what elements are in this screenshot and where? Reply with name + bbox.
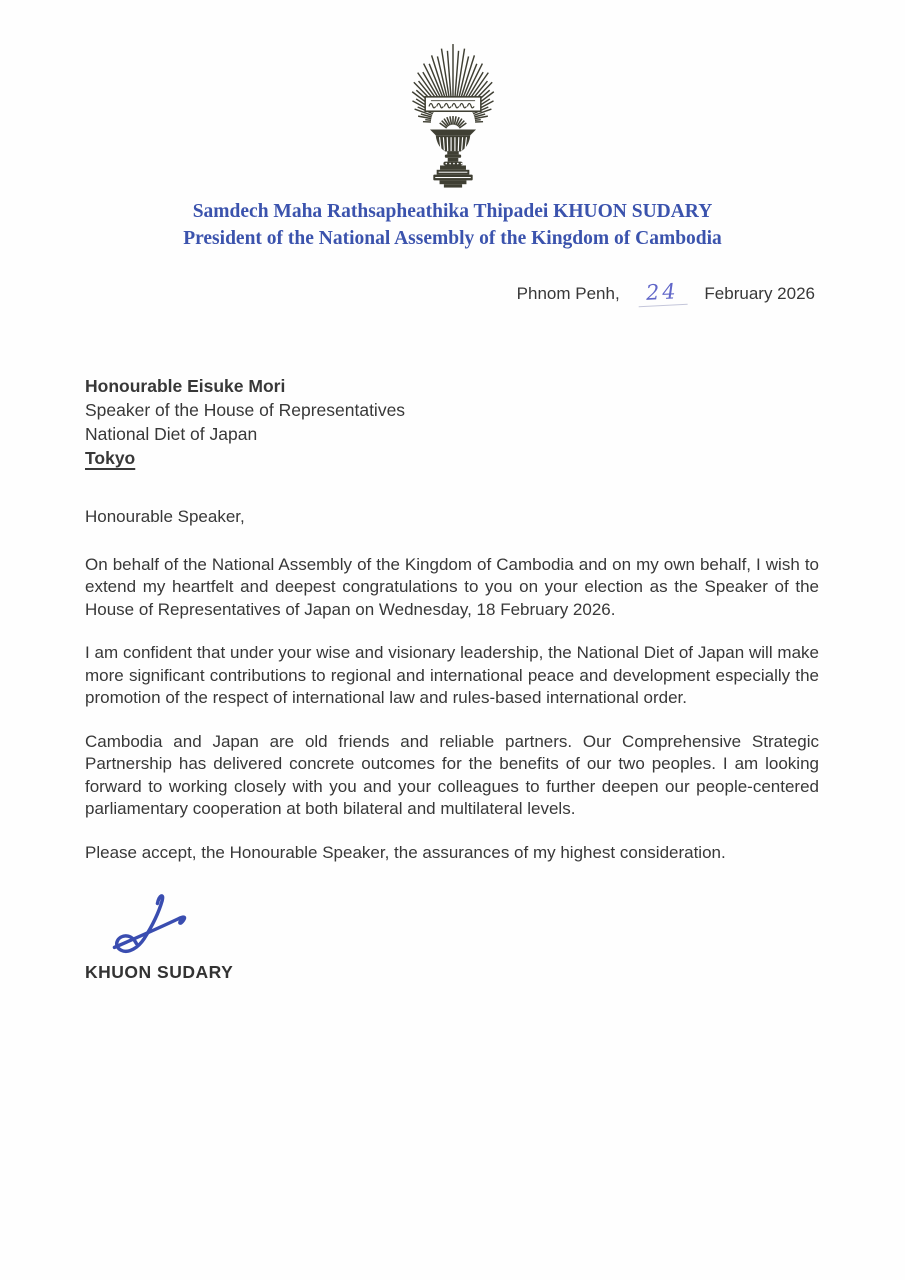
dateline-month-year: February 2026 xyxy=(704,284,815,303)
emblem-graphic xyxy=(405,40,501,194)
closing-paragraph: Please accept, the Honourable Speaker, the assurances of my highest consideration. xyxy=(85,842,726,862)
letterhead-title-line2: President of the National Assembly of the Kingdom of Cambodia xyxy=(183,227,722,249)
cambodia-national-assembly-emblem xyxy=(0,40,905,199)
salutation: Honourable Speaker, xyxy=(85,507,245,526)
dateline xyxy=(517,280,815,306)
paragraph-2: I am confident that under your wise and visionary leadership, the National Diet of Japan will make more significant contributions to regional and international peace and development especially the promotion of the respect of international law and rules-based international order. xyxy=(85,643,819,707)
recipient-block xyxy=(85,374,405,470)
paragraph-3: Cambodia and Japan are old friends and reliable partners. Our Comprehensive Strategic Partnership has delivered concrete outcomes for the benefits of our two peoples. I am looking forward to working closely with you and your colleagues to further deepen our people-centered parliamentary cooperation at both bilateral and multilateral levels. xyxy=(85,731,819,818)
letterhead xyxy=(0,199,905,252)
letter-body xyxy=(85,506,819,864)
signer-name: KHUON SUDARY xyxy=(85,962,234,982)
recipient-city: Tokyo xyxy=(85,448,136,468)
dateline-day-handwritten: 24 xyxy=(637,279,687,308)
signature-graphic xyxy=(103,888,208,960)
recipient-organization: National Diet of Japan xyxy=(85,424,258,444)
recipient-name: Honourable Eisuke Mori xyxy=(85,376,286,396)
dateline-place: Phnom Penh, xyxy=(516,284,620,303)
signature-ink xyxy=(103,888,208,965)
recipient-title: Speaker of the House of Representatives xyxy=(85,400,406,420)
paragraph-1: On behalf of the National Assembly of the Kingdom of Cambodia and on my own behalf, I wish to extend my heartfelt and deepest congratulations to you on your election as the Speaker of the House of Representatives of Japan on Wednesday, 18 February 2026. xyxy=(85,554,819,619)
letterhead-title-line1: Samdech Maha Rathsapheathika Thipadei KHUON SUDARY xyxy=(192,201,713,222)
